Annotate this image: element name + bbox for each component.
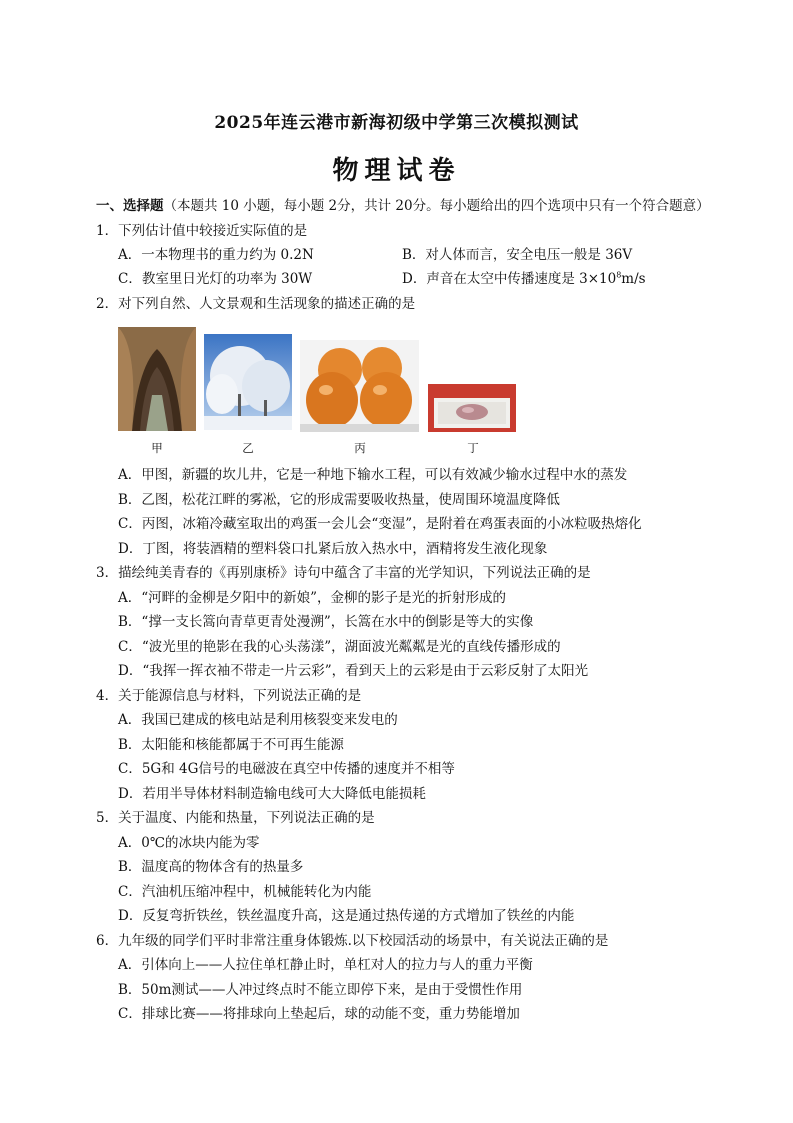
question-2-stem: 2．对下列自然、人文景观和生活现象的描述正确的是 <box>96 296 416 312</box>
question-5-stem: 5．关于温度、内能和热量，下列说法正确的是 <box>96 810 375 826</box>
question-1-option-b: B．对人体而言，安全电压一般是 36V <box>402 247 633 263</box>
option-d-text: D．声音在太空中传播速度是 3×10 <box>402 271 617 287</box>
question-4-option-b: B．太阳能和核能都属于不可再生能源 <box>118 737 344 753</box>
exam-title: 2025年连云港市新海初级中学第三次模拟测试 <box>214 113 579 133</box>
figure-ding-bag-image <box>428 384 516 432</box>
question-3-stem: 3．描绘纯美青春的《再别康桥》诗句中蕴含了丰富的光学知识，下列说法正确的是 <box>96 565 591 581</box>
question-6-option-a: A．引体向上——人拉住单杠静止时，单杠对人的拉力与人的重力平衡 <box>118 957 533 973</box>
question-3-option-c: C．“波光里的艳影在我的心头荡漾”，湖面波光粼粼是光的直线传播形成的 <box>118 639 561 655</box>
question-3-option-b: B．“撑一支长篙向青草更青处漫溯”，长篙在水中的倒影是等大的实像 <box>118 614 534 630</box>
section-description: （本题共 10 小题，每小题 2分，共计 20分。每小题给出的四个选项中只有一个符合题意） <box>163 198 710 214</box>
question-2-option-c: C．丙图，冰箱冷藏室取出的鸡蛋一会儿会“变湿”，是附着在鸡蛋表面的小冰粒吸热熔化 <box>118 516 642 532</box>
figure-jia-karez-image <box>118 327 196 431</box>
question-1-option-a: A．一本物理书的重力约为 0.2N <box>118 247 314 263</box>
question-3-option-a: A．“河畔的金柳是夕阳中的新娘”，金柳的影子是光的折射形成的 <box>118 590 507 606</box>
question-5-option-c: C．汽油机压缩冲程中，机械能转化为内能 <box>118 884 372 900</box>
question-2-option-b: B．乙图，松花江畔的雾凇，它的形成需要吸收热量，使周围环境温度降低 <box>118 492 560 508</box>
question-4-option-a: A．我国已建成的核电站是利用核裂变来发电的 <box>118 712 398 728</box>
option-d-unit: m/s <box>621 271 646 287</box>
option-d-exponent: 8 <box>616 270 622 280</box>
figure-bing-eggs-image <box>300 340 419 432</box>
figure-yi-rime-image <box>204 334 292 430</box>
question-4-stem: 4．关于能源信息与材料，下列说法正确的是 <box>96 688 362 704</box>
question-5-option-d: D．反复弯折铁丝，铁丝温度升高，这是通过热传递的方式增加了铁丝的内能 <box>118 908 575 924</box>
question-6-option-c: C．排球比赛——将排球向上垫起后，球的动能不变，重力势能增加 <box>118 1006 520 1022</box>
question-6-option-b: B．50m测试——人冲过终点时不能立即停下来，是由于受惯性作用 <box>118 982 523 998</box>
question-2-option-a: A．甲图，新疆的坎儿井，它是一种地下输水工程，可以有效减少输水过程中水的蒸发 <box>118 467 628 483</box>
paper-title: 物理试卷 <box>332 156 461 186</box>
question-3-option-d: D．“我挥一挥衣袖不带走一片云彩”，看到天上的云彩是由于云彩反射了太阳光 <box>118 663 589 679</box>
figure-caption-bing: 丙 <box>354 441 366 455</box>
question-6-stem: 6．九年级的同学们平时非常注重身体锻炼.以下校园活动的场景中，有关说法正确的是 <box>96 933 609 949</box>
question-5-option-b: B．温度高的物体含有的热量多 <box>118 859 304 875</box>
question-2-option-d: D．丁图，将装酒精的塑料袋口扎紧后放入热水中，酒精将发生液化现象 <box>118 541 548 557</box>
question-4-option-d: D．若用半导体材料制造输电线可大大降低电能损耗 <box>118 786 426 802</box>
question-5-option-a: A．0℃的冰块内能为零 <box>118 835 260 851</box>
figure-caption-yi: 乙 <box>242 441 254 455</box>
question-1-option-c: C．教室里日光灯的功率为 30W <box>118 271 313 287</box>
question-1-stem: 1．下列估计值中较接近实际值的是 <box>96 223 308 239</box>
section-heading <box>96 197 710 215</box>
question-4-option-c: C．5G和 4G信号的电磁波在真空中传播的速度并不相等 <box>118 761 455 777</box>
figure-caption-ding: 丁 <box>467 441 479 455</box>
section-label: 一、选择题 <box>96 198 164 214</box>
question-1-option-d <box>402 270 646 288</box>
figure-caption-jia: 甲 <box>151 441 163 455</box>
